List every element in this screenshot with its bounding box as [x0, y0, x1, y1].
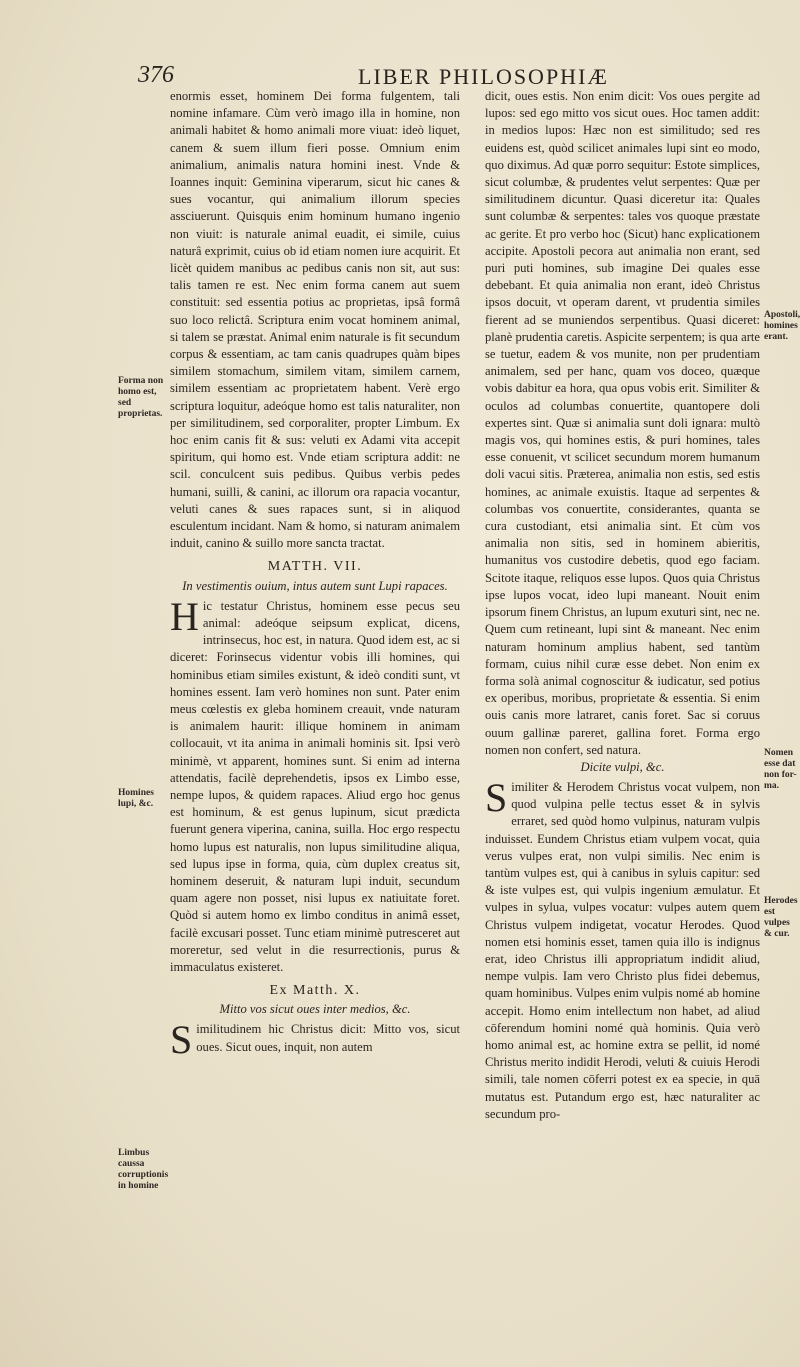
paragraph: enormis esset, hominem Dei forma fulgentem, tali nomine infamare. Cùm verò imago illa in homine, non animali habitet & homo animali more viuat: ideò liquet, canem & suem illum fieri posse. Omnium enim animalium, animalis natura homini inest. Vnde & Ioannes inquit: Geminina viperarum, sicut hic canes & sues vocantur, qui animalium illorum species assciuerunt. Quisquis enim hominum humano ingenio non viuit: is naturale animal euadit, ei simile, cuius naturâ exprimit, cuius ob id etiam nomen iure acquirit. Et licèt quidem manibus ac pedibus canis non sit, aut sus: talis tamen re est. Nec enim forma canem aut suem constituit: sed essentia potius ac proprietas, ipsâ formâ suo loco relictâ. Scriptura enim vocat hominem animal, si talem se præstat. Animal enim naturale is fit secundum corpus & essentiam, ac tam canis quadrupes quàm bipes similem stomachum, similem vitam, similem carnem, similem essentiam ac proprietatem habent. Verè ergo scriptura loquitur, adeóque homo est talis naturaliter, non per similitudinem, sed corporaliter, propter Limbum. Ex hoc enim canis fit & sus: veluti ex Adami vita accepit spiritum, qui homo est. Vnde etiam scriptura addit: ne scil. conculcent suis pedibus. Quibus verbis pedes humani, suilli, & canini, ac illorum ora rapacia vocantur, veluti canes & sues rapaces sunt, si in aliquod esculentum incidant. Nam & homo, si naturam animalem induit, canino & suillo more sancta tractat. [170, 89, 460, 551]
paragraph: Similiter & Herodem Christus vocat vulpem, non quod vulpina pelle tectus esset & in sylvis erraret, sed quòd homo vulpinus, naturam vulpis induisset. Eundem Christus etiam vulpem vocat, quia verus vulpes erat, non vulpi similis. Nec enim is tantùm vulpes est, qui à canibus in syluis capitur: sed & iste vulpes est, qui vulpis ingenium æmulatur. Et vulpes in sylua, vulpes vocatur: vulpes autem quem Christus vulpem indigetat, vocatur Herodes. Quod nomen etsi hominis esset, tamen quia illo is indignus erat, ideo Christus illi appropriatum indidit aliud, nempe vulpis. Iam vero Christo plus fidei debemus, quam hominibus. Vulpes enim vulpis nomé ab homine accepit. Homo enim intellectum non habet, ad aliud cōferendum homini nomé quà hominis. Quia verò homo animal est, ac homine extra se pellit, id nomé Christus merito indidit Herodi, veluti & cuiuis Herodi simili, tale nomen cōferri potest ex ea specie, in quā mutatus est. Putandum ergo est, hæc naturaliter ac secundum pro- [485, 774, 760, 1121]
section-heading: Ex Matth. X. [269, 983, 361, 999]
right-column [485, 88, 760, 1123]
running-title: LIBER PHILOSOPHIÆ [358, 64, 609, 89]
margin-note: Apostoli, homines erant. [764, 310, 800, 342]
left-column [170, 88, 460, 1063]
margin-note: Homines lupi, &c. [118, 788, 154, 809]
section-subheading: Dicite vulpi, &c. [580, 759, 665, 774]
paragraph: Hic testatur Christus, hominem esse pecus seu animal: adeóque seipsum explicat, dicens, intrinsecus, hoc est, in natura. Quod idem est, ac si diceret: Forinsecus videntur vobis illi homines, qui hominibus etiam similes existunt, & ideò conditi sunt, vt homines essent. Iam verò homines non sunt. Pater enim meus cœlestis ex gleba hominem creauit, vnde naturam is animalem haurit: illique hominem in animam collocauit, vt ita anima in animali hominis sit. Ipsi verò minimè, vt apparent, homines sunt. Si enim ad interna attendatis, facilè deprehendetis, ipsos ex Limbo esse, nempe lupos, & quidem rapaces. Aliud ergo hoc genus est hominum, & est genus lupinum, sicut prædicta fuerunt genera viperina, canina, suilla. Hoc ergo respectu homo lupus est naturalis, non lupus similitudine aliqua, sed lupus ipse in forma, quia, cùm duplex creatus sit, hominem deseruit, & naturam lupi induit, secundum quam agere non posset, nisi lupus ex natiuitate foret. Quòd si autem homo ex limbo conditus in animâ esset, facilè excusari posset. Tunc etiam minimè putresceret aut moreretur, sed velut in die resurrectionis, purus & immaculatus existeret. [170, 593, 460, 974]
section-heading: MATTH. VII. [267, 559, 363, 575]
margin-note: Nomen esse dat non for- ma. [764, 748, 797, 791]
section-subheading: In vestimentis ouium, intus autem sunt Lupi rapaces. [182, 578, 448, 593]
margin-note: Limbus caussa corruptionis in homine [118, 1148, 169, 1191]
margin-note: Herodes est vulpes & cur. [764, 896, 798, 939]
page-header [138, 62, 778, 90]
paragraph: dicit, oues estis. Non enim dicit: Vos oues pergite ad lupos: sed ego mitto vos sicut oues. Hoc tamen addit: in medios lupos: Hæc non est similitudo; sed res euidens est, quòd scilicet animales lupi sint eo modo, quo diximus. Ad quæ porro sequitur: Estote simplices, sicut columbæ, & prudentes velut serpentes: Quæ per similitudinem dicuntur. Quasi diceretur ita: Quales sunt columbæ & serpentes: tales vos quoque præstate ac gerite. Et pro verbo hoc (Sicut) hanc explicationem accipite. Apostoli pecora aut animalia non erant, sed puri puti homines, sub imagine Dei quales esse debebant. Et quia animalia non erant, ideò Christus ipsos docuit, vt operam darent, vt prudentia similes fierent ad se muniendos serpentibus. Quasi diceret: planè prudentia caretis. Aspicite serpentem; is qua arte se tuetur, eadem & vos munite, non per prudentiam animalem, sed per hanc, quam vos doceo, quæque vobis dabitur ea hora, qua opus vobis erit. Similiter & oculos ad columbas conuertite, quantopere doli expertes sint. Quæ si animalia sunt doli ignara: multò magis vos, qui homines estis, & puri homines, tales esse conuenit, vt scilicet secundum morem humanum doli vacui sitis. Præterea, animalia non estis, sed estis homines, ac animale exuistis. Itaque ad serpentes & columbas vos conuertite, considerantes, quanta se cura custodiant, etsi animalia sint. Et cùm vos animalia non sitis, sed in hominem abieritis, humanitus vos custodire debetis, quod ego faciam. Scitote itaque, reliquos esse lupos. Quos quia Christus ipse lupos vocat, ideo lupi maneant. Nouit enim ipsorum finem Christus, an lupum exuturi sint, nec ne. Quem cum retineant, lupi sint & maneant. Nec enim naturam hominum amplius habent, sed tantùm formam, cuius nihil curæ esse debet. Non enim ex forma solà animal cognoscitur & iudicatur, sed potius ex operibus, moribus, proprietate & essentia. Si enim ouis canis more latraret, canis foret. Sac si coruus ouum gallinæ pareret, gallina foret. Forma ergo nomen non confert, sed natura. [485, 89, 760, 757]
paragraph: Similitudinem hic Christus dicit: Mitto vos, sicut oues. Sicut oues, inquit, non autem [170, 1017, 460, 1063]
page-number: 376 [138, 62, 174, 88]
margin-note: Forma non homo est, sed proprietas. [118, 376, 164, 419]
section-subheading: Mitto vos sicut oues inter medios, &c. [219, 1002, 411, 1017]
